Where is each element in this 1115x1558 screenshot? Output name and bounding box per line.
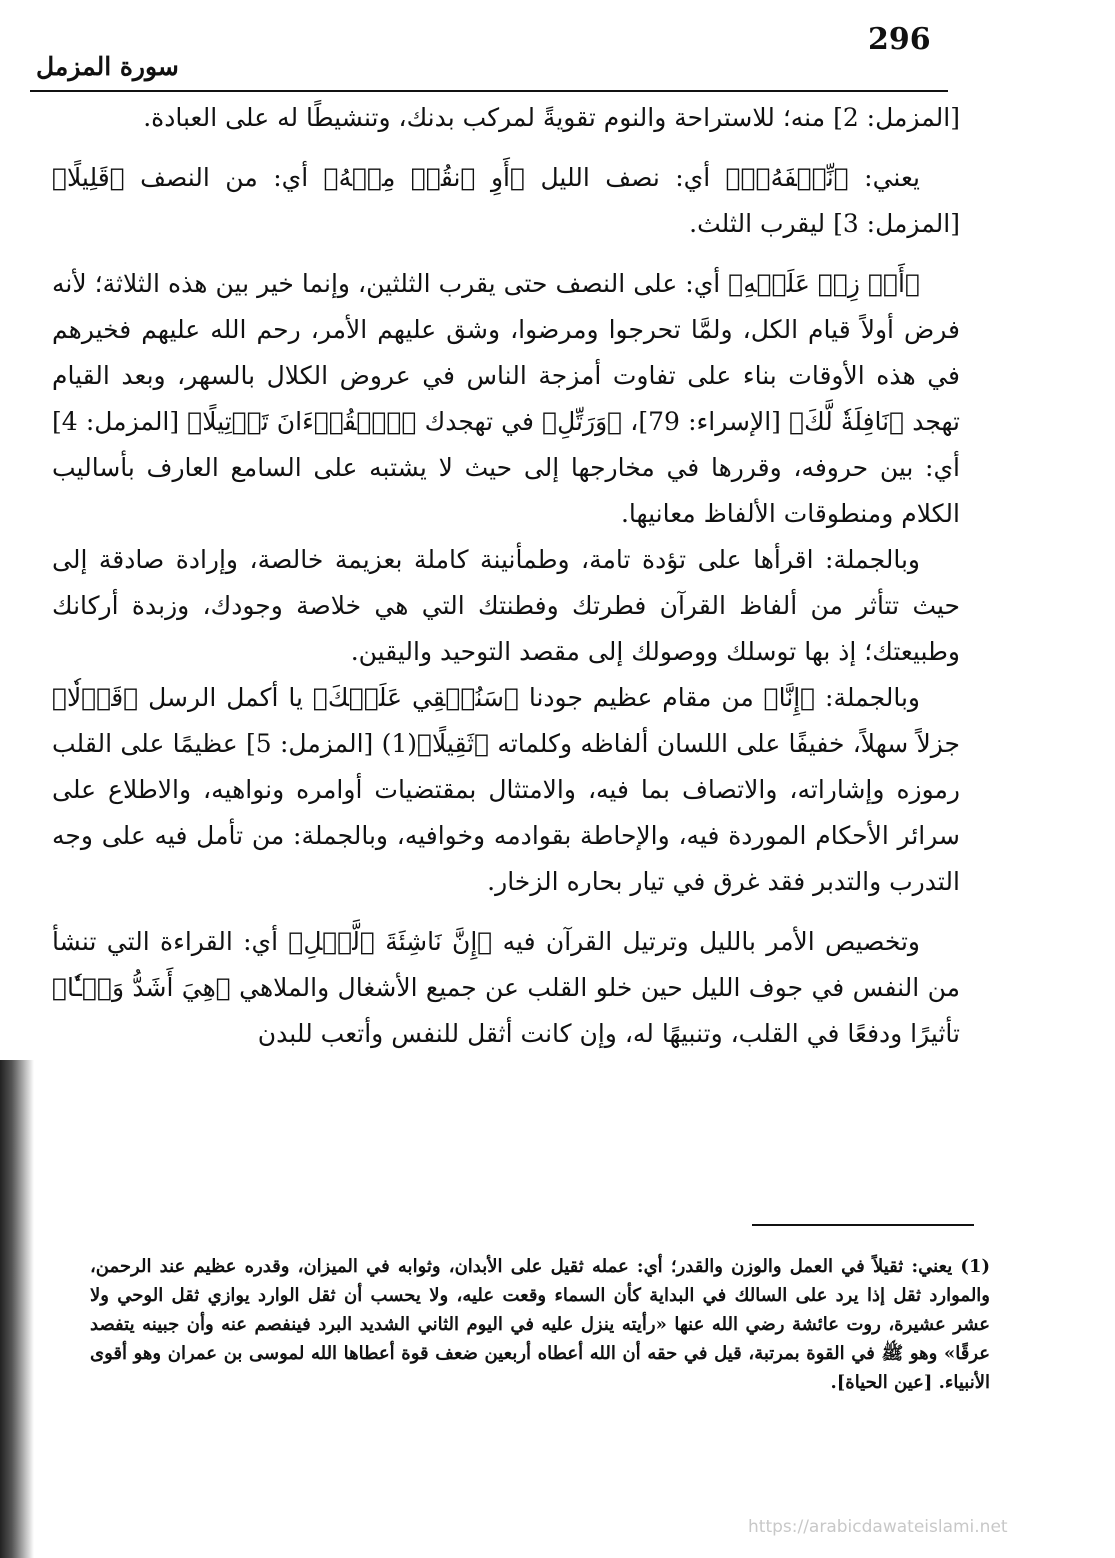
paragraph: وبالجملة: اقرأها على تؤدة تامة، وطمأنينة كاملة بعزيمة خالصة، وإرادة صادقة إلى حيث تتأثر من ألفاظ القرآن فطرتك وفطنتك التي هي خلاصة وجودك، وزبدة أركانك وطبيعتك؛ إذ بها توسلك ووصولك إلى مقصد التوحيد واليقين. [52,545,960,666]
main-text [52,95,960,1057]
footnotes [90,1252,990,1397]
scan-edge-shadow [0,1060,34,1558]
footnote-divider [752,1224,974,1226]
page-number: 296 [868,22,931,57]
footnote: (1) يعني: ثقيلاً في العمل والوزن والقدر؛ أي: عمله ثقيل على الأبدان، وثوابه في الميزان، وقدره عظيم عند الرحمن، والموارد ثقل إذا يرد على السالك في البداية كأن السماء وقعت عليه، ولا يحسب أن ثقل الوارد يوازي ثقل الوحي ولا عشر عشيرة، روت عائشة رضي الله عنها «رأيته ينزل عليه في اليوم الثاني الشديد البرد فينفصم عنه وأن جبينه يتفصد عرقًا» وهو ﷺ في القوة بمرتبة، قيل في حقه أن الله أعطاه أربعين ضعف قوة أعطاها الله لموسى بن عمران وهو أقوى الأنبياء. [عين الحياة]. [90,1256,990,1393]
paragraph: وبالجملة: ﴿إِنَّا﴾ من مقام عظيم جودنا ﴿سَنُلۡقِي عَلَيۡكَ﴾ يا أكمل الرسل ﴿قَوۡلٗا﴾ جزلاً سهلاً، خفيفًا على اللسان ألفاظه وكلماته ﴿ثَقِيلًا﴾(1) [المزمل: 5] عظيمًا على القلب رموزه وإشاراته، والاتصاف بما فيه، والامتثال بمقتضيات أوامره ونواهيه، والاطلاع على سرائر الأحكام الموردة فيه، والإحاطة بقوادمه وخوافيه، وبالجملة: من تأمل فيه على وجه التدرب والتدبر فقد غرق في تيار بحاره الزخار. [52,683,961,896]
surah-title: سورة المزمل [36,52,179,81]
paragraph: يعني: ﴿نِّصۡفَهُۥٓ﴾ أي: نصف الليل ﴿أَوِ ٱنقُصۡ مِنۡهُ﴾ أي: من النصف ﴿قَلِيلًا﴾ [المزمل: 3] ليقرب الثلث. [52,163,960,238]
paragraph: ﴿أَوۡ زِدۡ عَلَيۡهِ﴾ أي: على النصف حتى يقرب الثلثين، وإنما خير بين هذه الثلاثة؛ لأنه فرض أولاً قيام الكل، ولمَّا تحرجوا ومرضوا، وشق عليهم الأمر، رحم الله عليهم فخيرهم في هذه الأوقات بناء على تفاوت أمزجة الناس في عروض الكلال بالسهر، وبعد القيام تهجد ﴿نَافِلَةٗ لَّكَ﴾ [الإسراء: 79]، ﴿وَرَتِّلِ﴾ في تهجدك ﴿ٱلۡقُرۡءَانَ تَرۡتِيلًا﴾ [المزمل: 4] أي: بين حروفه، وقررها في مخارجها إلى حيث لا يشتبه على السامع العارف بأساليب الكلام ومنطوقات الألفاظ معانيها. [52,269,961,528]
paragraph: وتخصيص الأمر بالليل وترتيل القرآن فيه ﴿إِنَّ نَاشِئَةَ ٱلَّيۡلِ﴾ أي: القراءة التي تنشأ من النفس في جوف الليل حين خلو القلب عن جميع الأشغال والملاهي ﴿هِيَ أَشَدُّ وَطۡـٔٗا﴾ تأثيرًا ودفعًا في القلب، وتنبيهًا له، وإن كانت أثقل للنفس وأتعب للبدن [52,927,960,1048]
paragraph: [المزمل: 2] منه؛ للاستراحة والنوم تقويةً لمركب بدنك، وتنشيطًا له على العبادة. [143,103,960,132]
watermark-url: https://arabicdawateislami.net [748,1517,1008,1537]
header-divider [30,90,948,92]
